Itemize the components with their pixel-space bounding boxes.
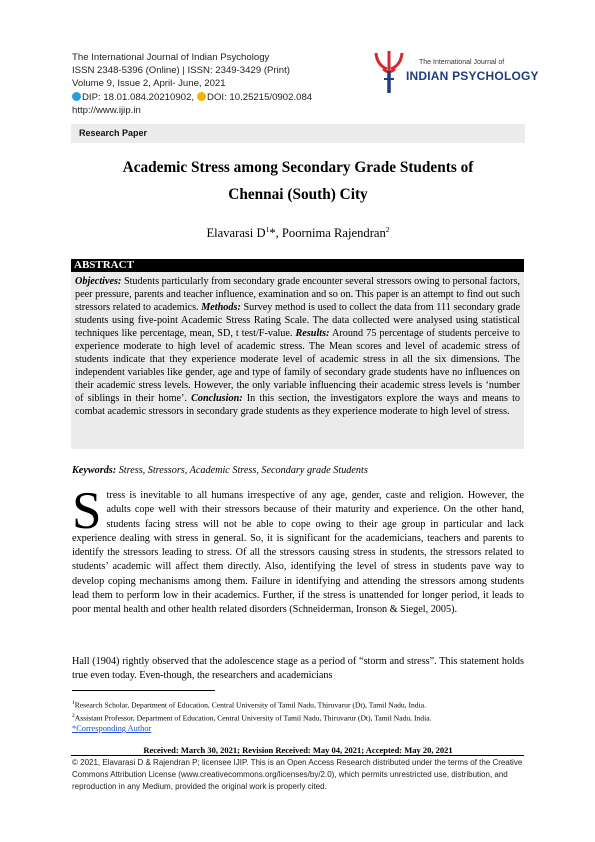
keywords-text: Stress, Stressors, Academic Stress, Secondary grade Students	[116, 465, 368, 476]
keywords	[72, 465, 368, 476]
dip-icon	[72, 92, 81, 101]
objectives-text: Students particularly from secondary grade encounter several stressors owing to personal factors, peer pressure, parents and teacher influence, examination and so on. This paper is an attempt to find out such stressors related to academics.	[75, 276, 520, 313]
doi-icon	[197, 92, 206, 101]
doi-text[interactable]: DOI: 10.25215/0902.084	[207, 91, 313, 103]
footnote-2-text: Assistant Professor, Department of Education, Central University of Tamil Nadu, Thiruvarur (Dt), Tamil Nadu, India.	[74, 713, 432, 723]
author-2-sup: 2	[385, 225, 390, 234]
body-paragraph-1	[72, 482, 524, 618]
volume-line: Volume 9, Issue 2, April- June, 2021	[72, 78, 226, 90]
paper-title-line2: Chennai (South) City	[228, 186, 368, 203]
footnote-1-sup: 1	[72, 700, 75, 706]
author-1-mark: *,	[269, 226, 282, 241]
research-paper-label: Research Paper	[79, 128, 148, 138]
dip-text: DIP: 18.01.084.20210902,	[82, 91, 195, 103]
abstract-body	[71, 272, 524, 449]
logo-line1: The International Journal of	[419, 59, 505, 66]
conclusion-text: In this section, the investigators explore the ways and means to combat academic stressors in secondary grade students as they experience moderate to high level of stress.	[75, 393, 520, 417]
journal-header	[72, 51, 312, 117]
footnote-divider	[72, 690, 215, 691]
logo-line2: INDIAN PSYCHOLOGY	[406, 69, 539, 83]
received-dates: Received: March 30, 2021; Revision Received: May 04, 2021; Accepted: May 20, 2021	[143, 745, 453, 755]
doi-line	[72, 91, 312, 104]
issn-line: ISSN 2348-5396 (Online) | ISSN: 2349-3429 (Print)	[72, 65, 290, 77]
footnote-1-text: Research Scholar, Department of Education, Central University of Tamil Nadu, Thiruvarur (Dt), Tamil Nadu, India.	[74, 700, 426, 710]
objectives-label: Objectives:	[75, 276, 122, 287]
body-paragraph-1-text: tress is inevitable to all humans irrespective of any age, gender, caste and religion. However, the adults cope well with their stressors because of their maturity and experience. On the other hand, students facing stress will not be able to cope owing to their age group in particular and lack experience dealing with stress in general. So, it is significant for the academicians, teachers and parents to identify the stressors leading to stress. Of all the stressors causing stress in students, the stressors related to students’ academic will affect them directly. Also, identifying the level of stress in students pave way to develop coping mechanisms among them. Failure in identifying and attending the stressors among students lead them to perform low in their academics. Further, if the stress is unattended for longer period, it leads to poor mental health and other health related disorders (Schneiderman, Ironson & Siegel, 2005).	[72, 490, 524, 616]
journal-url[interactable]: http://www.ijip.in	[72, 104, 141, 116]
paper-title-line1: Academic Stress among Secondary Grade Students of	[122, 159, 474, 176]
journal-logo	[373, 49, 539, 95]
author-2: Poornima Rajendran	[281, 226, 386, 241]
dropcap-letter: S	[72, 482, 102, 540]
research-paper-banner	[71, 124, 525, 143]
corresponding-author-link[interactable]: *Corresponding Author	[72, 724, 152, 734]
abstract-header	[71, 259, 524, 272]
body-paragraph-2: Hall (1904) rightly observed that the adolescence stage as a period of “storm and stress”. This statement holds true even today. Even-though, the researchers and academicians	[72, 656, 524, 682]
keywords-label: Keywords:	[72, 465, 117, 476]
trident-logo-icon	[373, 49, 405, 95]
methods-text: Survey method is used to collect the data from 111 secondary grade students using five-point Academic Stress Rating Scale. The data collected were analysed using statistical techniques like percentage, mean, SD, t test/F-value.	[75, 302, 521, 339]
methods-label: Methods:	[201, 302, 241, 313]
results-text: Around 75 percentage of students perceive to experience moderate to high level of academic stress. The Mean scores and level of academic stress of students indicate that they experience moderate level of academic stress in all the six dimensions. The independent variables like gender, age and type of family of secondary grade students have no influences on their academic stress levels. However, the only variable influencing their academic stress levels is ‘number of siblings in their home’.	[75, 328, 520, 404]
author-1-sup: 1	[265, 225, 270, 234]
footnotes	[72, 698, 524, 734]
received-divider	[71, 755, 524, 756]
conclusion-label: Conclusion:	[191, 393, 243, 404]
results-label: Results:	[295, 328, 330, 339]
author-1: Elavarasi D	[206, 226, 266, 241]
footnote-1	[72, 698, 524, 711]
footnote-2	[72, 711, 524, 724]
footnote-2-sup: 2	[72, 712, 75, 719]
copyright-notice: © 2021, Elavarasi D & Rajendran P; licensee IJIP. This is an Open Access Research distributed under the terms of the Creative Commons Attribution License (www.creativecommons.org/licenses/by/2.0), which permits unrestricted use, distribution, and reproduction in any Medium, provided the original work is properly cited.	[72, 758, 523, 792]
abstract-heading: ABSTRACT	[74, 259, 134, 271]
journal-name: The International Journal of Indian Psychology	[72, 52, 270, 63]
author-line	[72, 225, 524, 241]
